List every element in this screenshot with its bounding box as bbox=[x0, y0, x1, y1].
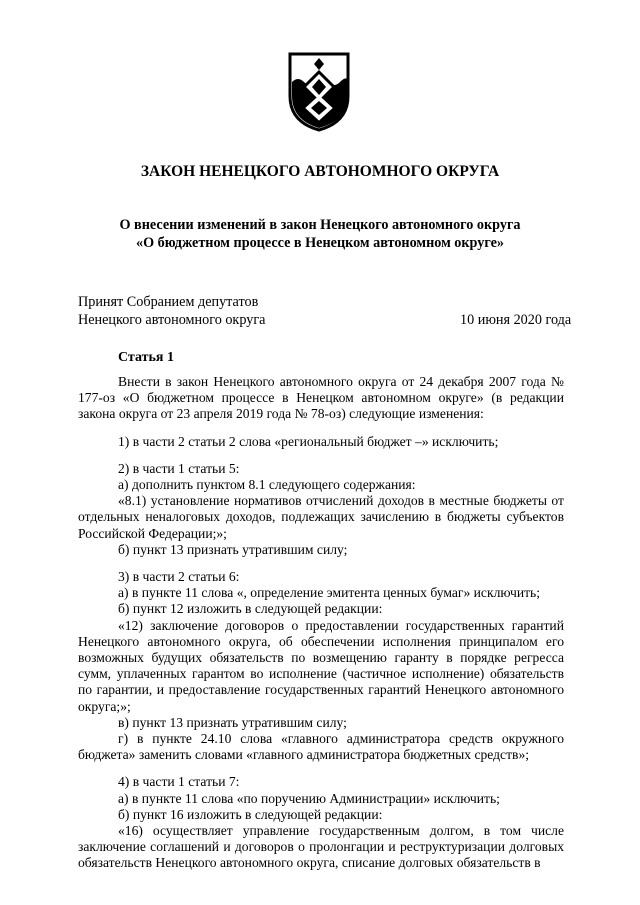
paragraph: б) пункт 16 изложить в следующей редакции: bbox=[118, 806, 383, 822]
subtitle-line-2: «О бюджетном процессе в Ненецком автономном округе» bbox=[135, 235, 505, 251]
paragraph: 2) в части 1 статьи 5: bbox=[118, 460, 240, 476]
paragraph: «8.1) установление нормативов отчислений доходов в местные бюджеты от отдельных неналоговых доходов, подлежащих зачислению в бюджеты субъектов Российской Федерации;»; bbox=[78, 493, 564, 541]
subtitle-line-1: О внесении изменений в закон Ненецкого автономного округа bbox=[119, 217, 521, 233]
paragraph: «16) осуществляет управление государственным долгом, в том числе заключение соглашений и договоров о пролонгации и реструктуризации долговых обязательств Ненецкого автономного округа, списание долговых обязательств в bbox=[78, 823, 564, 871]
adopted-line-1: Принят Собранием депутатов bbox=[78, 294, 259, 310]
paragraph: 3) в части 2 статьи 6: bbox=[118, 569, 240, 585]
paragraph: б) пункт 12 изложить в следующей редакции: bbox=[118, 601, 383, 617]
law-subtitle bbox=[0, 216, 640, 252]
paragraph: «12) заключение договоров о предоставлении государственных гарантий Ненецкого автономного округа, об обеспечении исполнения принципалом его возможных будущих обязательств по возмещению гаранту в порядке регресса сумм, уплаченных гарантом во исполнение (частичное исполнение) обязательств по гарантии, и предоставление государственных гарантий Ненецкого автономного округа;»; bbox=[78, 617, 564, 714]
paragraph: в) пункт 13 признать утратившим силу; bbox=[118, 714, 347, 730]
adopted-line-2: Ненецкого автономного округа bbox=[78, 312, 266, 328]
paragraph: а) дополнить пунктом 8.1 следующего содержания: bbox=[118, 477, 416, 493]
paragraph: б) пункт 13 признать утратившим силу; bbox=[118, 541, 348, 557]
paragraph: 1) в части 2 статьи 2 слова «региональный бюджет –» исключить; bbox=[118, 433, 499, 449]
adoption-info bbox=[78, 293, 265, 329]
paragraph: а) в пункте 11 слова «по поручению Администрации» исключить; bbox=[118, 790, 500, 806]
article-heading: Статья 1 bbox=[118, 350, 174, 365]
paragraph: а) в пункте 11 слова «, определение эмитента ценных бумаг» исключить; bbox=[118, 585, 541, 601]
coat-of-arms-emblem bbox=[288, 50, 350, 132]
paragraph: 4) в части 1 статьи 7: bbox=[118, 774, 240, 790]
law-title: ЗАКОН НЕНЕЦКОГО АВТОНОМНОГО ОКРУГА bbox=[140, 163, 500, 180]
paragraph: Внести в закон Ненецкого автономного округа от 24 декабря 2007 года № 177-оз «О бюджетном процессе в Ненецком автономном округе» (в редакции закона округа от 23 апреля 2019 года № 78-оз) следующие изменения: bbox=[78, 374, 564, 422]
paragraph: г) в пункте 24.10 слова «главного администратора средств окружного бюджета» заменить словами «главного администратора бюджетных средств»; bbox=[78, 731, 564, 763]
adoption-date: 10 июня 2020 года bbox=[460, 312, 572, 328]
article-body bbox=[78, 374, 564, 872]
